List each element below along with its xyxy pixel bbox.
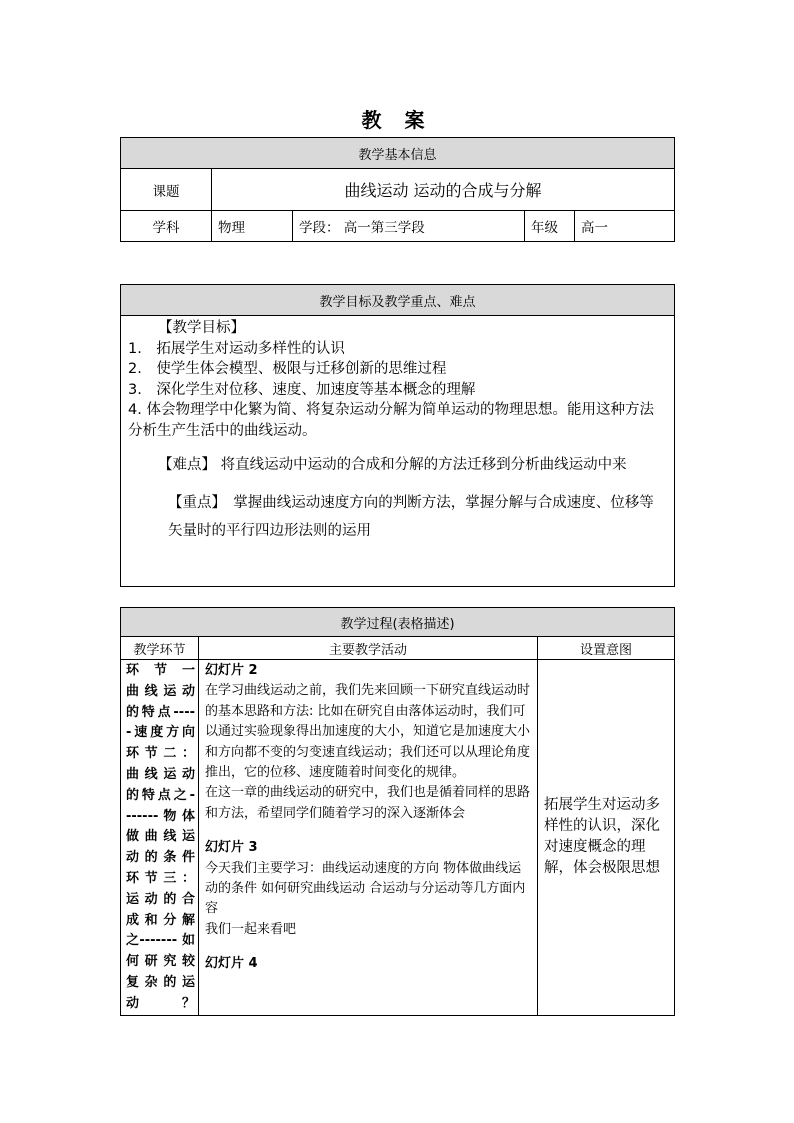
stage-line: 成和分解 bbox=[126, 912, 195, 928]
activity-paragraph: 今天我们主要学习：曲线运动速度的方向 物体做曲线运动的条件 如何研究曲线运动 合运动与分运动等几方面内容 bbox=[205, 860, 526, 917]
stage-line: 做曲线运 bbox=[126, 829, 195, 845]
objectives-body bbox=[121, 316, 675, 587]
topic-label: 课题 bbox=[121, 169, 212, 211]
stage-line: 何研究较 bbox=[126, 954, 195, 970]
stage-label: 学段： 高一第三学段 bbox=[293, 211, 525, 242]
activity-paragraph: 在这一章的曲线运动的研究中，我们也是循着同样的思路和方法，希望同学们随着学习的深入逐渐体会 bbox=[205, 785, 531, 821]
col-header-activity: 主要教学活动 bbox=[199, 637, 538, 660]
stage-line: 环节二： bbox=[126, 746, 195, 762]
topic-value: 曲线运动 运动的合成与分解 bbox=[212, 169, 675, 211]
slide-label: 幻灯片 4 bbox=[205, 956, 258, 972]
objectives-table bbox=[120, 284, 675, 587]
objectives-header: 教学目标及教学重点、难点 bbox=[121, 285, 675, 316]
stage-cell bbox=[121, 660, 199, 1016]
stage-line: 的特点---- bbox=[126, 704, 195, 720]
process-header: 教学过程(表格描述) bbox=[121, 608, 675, 637]
activity-paragraph: 在学习曲线运动之前，我们先来回顾一下研究直线运动时的基本思路和方法: 比如在研究自由落体运动时，我们可以通过实验现象得出加速度的大小，知道它是加速度大小和方向都不变的匀变速直线运动；我们还可以从理论角度推出，它的位移、速度随着时间变化的规律。 bbox=[205, 683, 531, 781]
stage-line: 环 节 一 bbox=[126, 663, 195, 678]
stage-line: 运动的合 bbox=[126, 891, 195, 907]
intent-cell: 拓展学生对运动多样性的认识，深化对速度概念的理解，体会极限思想 bbox=[538, 660, 675, 1016]
goal-item: 1. 拓展学生对运动多样性的认识 bbox=[128, 340, 345, 357]
slide-label: 幻灯片 2 bbox=[205, 663, 258, 678]
col-header-intent: 设置意图 bbox=[538, 637, 675, 660]
goal-item: 4. 体会物理学中化繁为简、将复杂运动分解为简单运动的物理思想。能用这种方法分析生产生活中的曲线运动。 bbox=[128, 402, 654, 439]
stage-line: 动？ bbox=[126, 995, 195, 1011]
subject-label: 学科 bbox=[121, 211, 212, 242]
subject-value: 物理 bbox=[212, 211, 293, 242]
process-table bbox=[120, 607, 675, 1016]
stage-line: 曲线运动 bbox=[126, 683, 195, 699]
stage-line: 动的条件 bbox=[126, 850, 195, 866]
col-header-stage: 教学环节 bbox=[121, 637, 199, 660]
stage-line: 的特点之- bbox=[126, 787, 195, 803]
activity-paragraph: 我们一起来看吧 bbox=[205, 921, 297, 937]
stage-line: 曲线运动 bbox=[126, 766, 195, 782]
basic-info-table bbox=[120, 137, 675, 242]
stage-line: ------ 物 体 bbox=[126, 808, 195, 824]
activity-cell bbox=[199, 660, 538, 1016]
grade-label: 年级 bbox=[525, 211, 575, 242]
stage-line: 之------- 如 bbox=[126, 933, 195, 949]
goal-title: 【教学目标】 bbox=[158, 320, 245, 336]
slide-label: 幻灯片 3 bbox=[205, 840, 258, 856]
goal-item: 3. 深化学生对位移、速度、加速度等基本概念的理解 bbox=[128, 381, 476, 398]
grade-value: 高一 bbox=[575, 211, 675, 242]
basic-info-header: 教学基本信息 bbox=[121, 138, 675, 169]
key-point-text: 【重点】 掌握曲线运动速度方向的判断方法，掌握分解与合成速度、位移等矢量时的平行四边形法则的运用 bbox=[168, 495, 654, 539]
goal-item: 2. 使学生体会模型、极限与迁移创新的思维过程 bbox=[128, 361, 447, 377]
stage-line: 环节三： bbox=[126, 870, 195, 886]
stage-line: 复杂的运 bbox=[126, 974, 195, 990]
difficulty-text: 【难点】 将直线运动中运动的合成和分解的方法迁移到分析曲线运动中来 bbox=[158, 457, 627, 473]
page-title: 教 案 bbox=[361, 108, 433, 132]
stage-line: -速度方向 bbox=[126, 725, 195, 741]
